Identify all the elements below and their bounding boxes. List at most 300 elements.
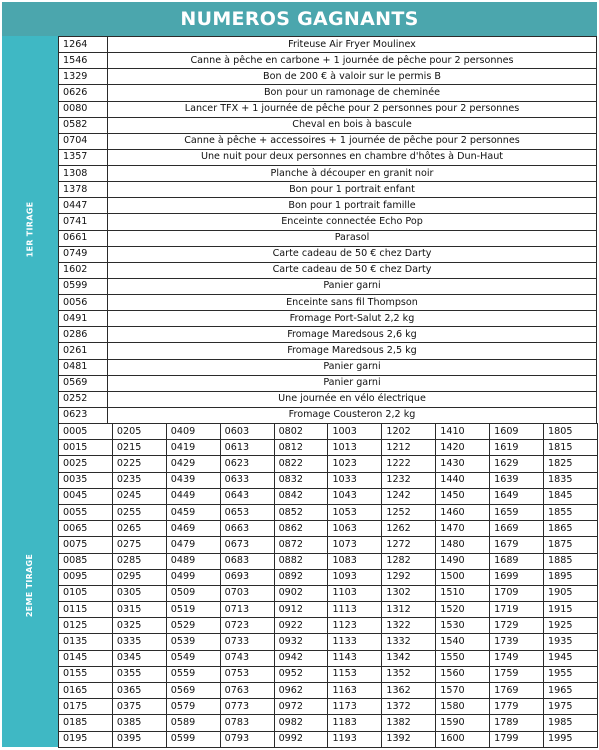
winning-number: 0175 [59, 699, 113, 715]
winning-number: 1570 [436, 683, 490, 699]
winning-number: 0802 [274, 424, 328, 440]
winning-number: 0479 [166, 537, 220, 553]
winning-number: 1865 [544, 521, 598, 537]
number-row [59, 456, 598, 472]
winning-number: 0045 [59, 488, 113, 504]
winning-number: 1183 [328, 715, 382, 731]
winning-number: 0235 [112, 472, 166, 488]
winning-number: 0335 [112, 634, 166, 650]
winning-number: 1679 [490, 537, 544, 553]
winning-number: 0763 [220, 683, 274, 699]
prize-row [59, 53, 597, 69]
prize-description: Enceinte connectée Echo Pop [108, 214, 597, 230]
winning-number: 0663 [220, 521, 274, 537]
prize-description: Cheval en bois à bascule [108, 117, 597, 133]
winning-number: 1855 [544, 504, 598, 520]
winning-number: 1033 [328, 472, 382, 488]
winning-number: 0793 [220, 731, 274, 747]
winning-number: 1629 [490, 456, 544, 472]
tirage2-table [58, 423, 598, 748]
winning-number: 0080 [59, 101, 108, 117]
winning-number: 0385 [112, 715, 166, 731]
winning-number: 0135 [59, 634, 113, 650]
winning-number: 1845 [544, 488, 598, 504]
winning-number: 1329 [59, 69, 108, 85]
winning-number: 1252 [382, 504, 436, 520]
prize-row [59, 295, 597, 311]
prize-description: Carte cadeau de 50 € chez Darty [108, 262, 597, 278]
winning-number: 1602 [59, 262, 108, 278]
winning-number: 0065 [59, 521, 113, 537]
winning-number: 1308 [59, 166, 108, 182]
winning-number: 1173 [328, 699, 382, 715]
prize-row [59, 278, 597, 294]
winning-number: 1043 [328, 488, 382, 504]
number-row [59, 699, 598, 715]
winning-number: 0569 [166, 683, 220, 699]
winning-number: 0626 [59, 85, 108, 101]
prize-row [59, 214, 597, 230]
winning-number: 1262 [382, 521, 436, 537]
winning-number: 1639 [490, 472, 544, 488]
winning-number: 0952 [274, 666, 328, 682]
winning-number: 0539 [166, 634, 220, 650]
number-row [59, 683, 598, 699]
winning-number: 1093 [328, 569, 382, 585]
prize-row [59, 149, 597, 165]
winning-number: 1322 [382, 618, 436, 634]
winning-number: 0085 [59, 553, 113, 569]
prize-row [59, 262, 597, 278]
winning-number: 1292 [382, 569, 436, 585]
winning-number: 0992 [274, 731, 328, 747]
winning-number: 0145 [59, 650, 113, 666]
prize-row [59, 359, 597, 375]
prize-row [59, 133, 597, 149]
winning-number: 1709 [490, 585, 544, 601]
prize-description: Bon pour 1 portrait enfant [108, 182, 597, 198]
winning-number: 1875 [544, 537, 598, 553]
number-row [59, 521, 598, 537]
tirage2-table-body [59, 424, 598, 748]
winning-number: 0559 [166, 666, 220, 682]
winning-number: 0673 [220, 537, 274, 553]
winning-number: 0489 [166, 553, 220, 569]
winning-number: 1133 [328, 634, 382, 650]
winning-number: 1649 [490, 488, 544, 504]
winning-number: 1520 [436, 602, 490, 618]
winning-number: 0125 [59, 618, 113, 634]
winning-number: 0623 [220, 456, 274, 472]
winning-number: 1805 [544, 424, 598, 440]
prize-row [59, 246, 597, 262]
winning-number: 0491 [59, 311, 108, 327]
winning-number: 1470 [436, 521, 490, 537]
winning-number: 0704 [59, 133, 108, 149]
winning-number: 0549 [166, 650, 220, 666]
winning-number: 0255 [112, 504, 166, 520]
number-row [59, 472, 598, 488]
winning-number: 1530 [436, 618, 490, 634]
winning-number: 1510 [436, 585, 490, 601]
winning-number: 0075 [59, 537, 113, 553]
winning-number: 0589 [166, 715, 220, 731]
winning-number: 0623 [59, 407, 108, 423]
prize-row [59, 391, 597, 407]
winning-number: 1759 [490, 666, 544, 682]
prize-description: Bon pour un ramonage de cheminée [108, 85, 597, 101]
prize-description: Canne à pêche + accessoires + 1 journée de pêche pour 2 personnes [108, 133, 597, 149]
winning-number: 0713 [220, 602, 274, 618]
winning-number: 0922 [274, 618, 328, 634]
winning-number: 1560 [436, 666, 490, 682]
winning-number: 1440 [436, 472, 490, 488]
tirage2-label-band [2, 423, 58, 747]
winning-number: 1955 [544, 666, 598, 682]
winning-number: 1332 [382, 634, 436, 650]
winning-number: 0225 [112, 456, 166, 472]
winning-number: 0015 [59, 440, 113, 456]
prize-row [59, 311, 597, 327]
tirage1-label: 1ER TIRAGE [25, 201, 35, 258]
winning-number: 1460 [436, 504, 490, 520]
winning-number: 0599 [166, 731, 220, 747]
winning-number: 1699 [490, 569, 544, 585]
winning-number: 1689 [490, 553, 544, 569]
winning-number: 1935 [544, 634, 598, 650]
page-title: NUMEROS GAGNANTS [2, 2, 597, 36]
winning-number: 0741 [59, 214, 108, 230]
prize-row [59, 198, 597, 214]
winning-number: 0892 [274, 569, 328, 585]
winning-number: 0295 [112, 569, 166, 585]
winning-number: 1580 [436, 699, 490, 715]
winning-number: 0325 [112, 618, 166, 634]
winning-number: 1003 [328, 424, 382, 440]
number-row [59, 440, 598, 456]
winning-number: 0822 [274, 456, 328, 472]
winning-number: 1372 [382, 699, 436, 715]
prize-description: Bon pour 1 portrait famille [108, 198, 597, 214]
winning-number: 1669 [490, 521, 544, 537]
prize-description: Parasol [108, 230, 597, 246]
prize-row [59, 343, 597, 359]
winning-number: 0519 [166, 602, 220, 618]
number-row [59, 504, 598, 520]
winning-number: 1113 [328, 602, 382, 618]
winning-number: 0035 [59, 472, 113, 488]
prize-description: Planche à découper en granit noir [108, 166, 597, 182]
winning-number: 0643 [220, 488, 274, 504]
prize-description: Fromage Port-Salut 2,2 kg [108, 311, 597, 327]
winning-number: 0661 [59, 230, 108, 246]
winning-number: 1609 [490, 424, 544, 440]
prize-row [59, 85, 597, 101]
number-row [59, 553, 598, 569]
prize-row [59, 182, 597, 198]
number-row [59, 424, 598, 440]
winning-number: 1450 [436, 488, 490, 504]
tirage1-table [58, 36, 597, 424]
winning-number: 0429 [166, 456, 220, 472]
prize-row [59, 375, 597, 391]
number-row [59, 618, 598, 634]
winning-number: 0683 [220, 553, 274, 569]
winning-number: 0275 [112, 537, 166, 553]
winning-number: 1546 [59, 53, 108, 69]
prize-description: Une nuit pour deux personnes en chambre d'hôtes à Dun-Haut [108, 149, 597, 165]
winning-number: 0185 [59, 715, 113, 731]
winning-number: 0882 [274, 553, 328, 569]
prize-description: Panier garni [108, 359, 597, 375]
winning-number: 1063 [328, 521, 382, 537]
winning-number: 1222 [382, 456, 436, 472]
prize-description: Panier garni [108, 375, 597, 391]
winning-number: 1282 [382, 553, 436, 569]
winning-number: 0783 [220, 715, 274, 731]
winning-number: 0872 [274, 537, 328, 553]
winning-number: 0215 [112, 440, 166, 456]
winning-number: 1590 [436, 715, 490, 731]
number-row [59, 634, 598, 650]
winning-number: 0743 [220, 650, 274, 666]
winning-number: 1420 [436, 440, 490, 456]
winning-number: 1378 [59, 182, 108, 198]
winning-number: 0962 [274, 683, 328, 699]
winning-number: 0499 [166, 569, 220, 585]
winning-number: 1392 [382, 731, 436, 747]
winning-number: 0633 [220, 472, 274, 488]
winning-number: 0703 [220, 585, 274, 601]
winning-number: 1430 [436, 456, 490, 472]
prize-row [59, 37, 597, 53]
winning-number: 0245 [112, 488, 166, 504]
winning-number: 0773 [220, 699, 274, 715]
prize-description: Fromage Cousteron 2,2 kg [108, 407, 597, 423]
winning-number: 0912 [274, 602, 328, 618]
winning-number: 1123 [328, 618, 382, 634]
prize-description: Fromage Maredsous 2,6 kg [108, 327, 597, 343]
tirage2-label: 2EME TIRAGE [25, 553, 35, 617]
winning-number: 0569 [59, 375, 108, 391]
winning-number: 1410 [436, 424, 490, 440]
winning-number: 0579 [166, 699, 220, 715]
winning-number: 1202 [382, 424, 436, 440]
winning-number: 1073 [328, 537, 382, 553]
prize-description: Lancer TFX + 1 journée de pêche pour 2 personnes pour 2 personnes [108, 101, 597, 117]
winning-number: 1749 [490, 650, 544, 666]
winning-number: 1619 [490, 440, 544, 456]
winning-number: 1995 [544, 731, 598, 747]
prize-description: Panier garni [108, 278, 597, 294]
winning-number: 0056 [59, 295, 108, 311]
number-row [59, 537, 598, 553]
winning-number: 1193 [328, 731, 382, 747]
winning-number: 0693 [220, 569, 274, 585]
winning-number: 1915 [544, 602, 598, 618]
number-row [59, 488, 598, 504]
prize-description: Une journée en vélo électrique [108, 391, 597, 407]
winning-number: 1985 [544, 715, 598, 731]
winning-number: 1885 [544, 553, 598, 569]
winning-number: 0469 [166, 521, 220, 537]
winning-number: 0205 [112, 424, 166, 440]
prize-description: Carte cadeau de 50 € chez Darty [108, 246, 597, 262]
winning-number: 0409 [166, 424, 220, 440]
winning-number: 0972 [274, 699, 328, 715]
winning-number: 1769 [490, 683, 544, 699]
winning-number: 1352 [382, 666, 436, 682]
winning-number: 0025 [59, 456, 113, 472]
winning-number: 0375 [112, 699, 166, 715]
winning-number: 1382 [382, 715, 436, 731]
winning-number: 0252 [59, 391, 108, 407]
winning-number: 0105 [59, 585, 113, 601]
winning-number: 0419 [166, 440, 220, 456]
winning-number: 0365 [112, 683, 166, 699]
winning-number: 1312 [382, 602, 436, 618]
prize-description: Friteuse Air Fryer Moulinex [108, 37, 597, 53]
winning-number: 1925 [544, 618, 598, 634]
winning-number: 0832 [274, 472, 328, 488]
winning-number: 1212 [382, 440, 436, 456]
winning-number: 0165 [59, 683, 113, 699]
winning-number: 1945 [544, 650, 598, 666]
number-row [59, 585, 598, 601]
winning-number: 0812 [274, 440, 328, 456]
prize-row [59, 327, 597, 343]
winning-number: 0603 [220, 424, 274, 440]
winning-number: 0509 [166, 585, 220, 601]
number-row [59, 715, 598, 731]
tirage1-label-band [2, 36, 58, 423]
prize-description: Bon de 200 € à valoir sur le permis B [108, 69, 597, 85]
number-row [59, 666, 598, 682]
winning-number: 0115 [59, 602, 113, 618]
winning-number: 0439 [166, 472, 220, 488]
winning-number: 1825 [544, 456, 598, 472]
prize-row [59, 230, 597, 246]
winning-number: 0902 [274, 585, 328, 601]
winning-number: 1242 [382, 488, 436, 504]
winning-number: 1362 [382, 683, 436, 699]
winning-number: 1264 [59, 37, 108, 53]
prize-row [59, 69, 597, 85]
winning-number: 0305 [112, 585, 166, 601]
prize-row [59, 407, 597, 423]
number-row [59, 731, 598, 747]
winning-number: 1739 [490, 634, 544, 650]
winning-number: 1103 [328, 585, 382, 601]
winning-number: 1815 [544, 440, 598, 456]
prize-description: Fromage Maredsous 2,5 kg [108, 343, 597, 359]
prize-row [59, 166, 597, 182]
winning-number: 0355 [112, 666, 166, 682]
winning-number: 0447 [59, 198, 108, 214]
winning-number: 1540 [436, 634, 490, 650]
winning-number: 0733 [220, 634, 274, 650]
winning-number: 1023 [328, 456, 382, 472]
number-row [59, 569, 598, 585]
winning-number: 0265 [112, 521, 166, 537]
winning-number: 1500 [436, 569, 490, 585]
winning-number: 1600 [436, 731, 490, 747]
winning-number: 1975 [544, 699, 598, 715]
prize-row [59, 117, 597, 133]
winning-number: 1232 [382, 472, 436, 488]
winning-number: 0055 [59, 504, 113, 520]
winning-number: 1342 [382, 650, 436, 666]
winning-number: 0459 [166, 504, 220, 520]
number-row [59, 650, 598, 666]
tirage1-table-body [59, 37, 597, 424]
winning-number: 0395 [112, 731, 166, 747]
winning-number: 0982 [274, 715, 328, 731]
winning-number: 0613 [220, 440, 274, 456]
winning-number: 1153 [328, 666, 382, 682]
winning-number: 1272 [382, 537, 436, 553]
winning-number: 0095 [59, 569, 113, 585]
winning-number: 0529 [166, 618, 220, 634]
winning-number: 1659 [490, 504, 544, 520]
prize-description: Enceinte sans fil Thompson [108, 295, 597, 311]
winning-number: 1357 [59, 149, 108, 165]
winning-number: 1895 [544, 569, 598, 585]
winning-number: 0753 [220, 666, 274, 682]
winning-number: 0862 [274, 521, 328, 537]
winning-number: 0481 [59, 359, 108, 375]
winning-number: 0449 [166, 488, 220, 504]
winning-number: 1835 [544, 472, 598, 488]
winning-number: 1480 [436, 537, 490, 553]
winning-number: 1729 [490, 618, 544, 634]
winning-number: 0653 [220, 504, 274, 520]
winning-number: 1013 [328, 440, 382, 456]
winning-number: 0155 [59, 666, 113, 682]
number-row [59, 602, 598, 618]
winning-number: 0582 [59, 117, 108, 133]
winning-number: 0286 [59, 327, 108, 343]
winning-number: 1083 [328, 553, 382, 569]
winning-number: 0852 [274, 504, 328, 520]
winning-number: 0285 [112, 553, 166, 569]
winning-number: 0932 [274, 634, 328, 650]
winning-number: 1905 [544, 585, 598, 601]
winning-number: 1143 [328, 650, 382, 666]
winning-number: 0195 [59, 731, 113, 747]
winning-number: 1163 [328, 683, 382, 699]
winning-number: 0315 [112, 602, 166, 618]
winning-number: 1302 [382, 585, 436, 601]
prize-description: Canne à pêche en carbone + 1 journée de pêche pour 2 personnes [108, 53, 597, 69]
winning-number: 0723 [220, 618, 274, 634]
winning-number: 0005 [59, 424, 113, 440]
winning-number: 0749 [59, 246, 108, 262]
winning-number: 1799 [490, 731, 544, 747]
winning-number: 1550 [436, 650, 490, 666]
winning-number: 0842 [274, 488, 328, 504]
winning-number: 0599 [59, 278, 108, 294]
winning-number: 1719 [490, 602, 544, 618]
winning-number: 0942 [274, 650, 328, 666]
winning-number: 1779 [490, 699, 544, 715]
winning-number: 0261 [59, 343, 108, 359]
winning-number: 0345 [112, 650, 166, 666]
winning-number: 1789 [490, 715, 544, 731]
winning-number: 1490 [436, 553, 490, 569]
winning-number: 1965 [544, 683, 598, 699]
winning-number: 1053 [328, 504, 382, 520]
